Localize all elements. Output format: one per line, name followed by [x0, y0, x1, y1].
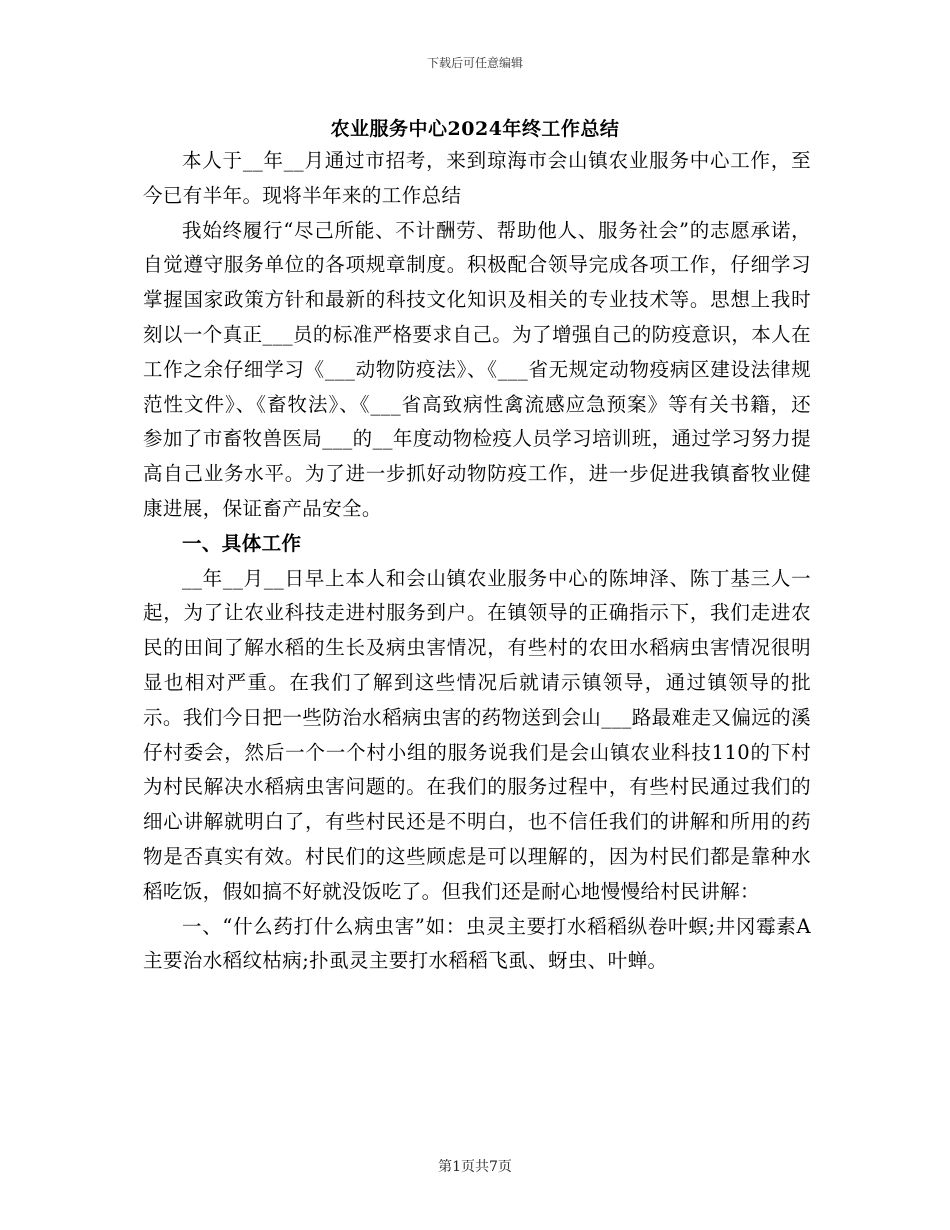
document-body	[143, 144, 811, 979]
intro-paragraph: 本人于__年__月通过市招考，来到琼海市会山镇农业服务中心工作，至今已有半年。现将半年来的工作总结	[143, 149, 811, 207]
work-paragraph: __年__月__日早上本人和会山镇农业服务中心的陈坤泽、陈丁基三人一起，为了让农业科技走进村服务到户。在镇领导的正确指示下，我们走进农民的田间了解水稻的生长及病虫害情况，有些村的农田水稻病虫害情况很明显也相对严重。在我们了解到这些情况后就请示镇领导，通过镇领导的批示。我们今日把一些防治水稻病虫害的药物送到会山___路最难走又偏远的溪仔村委会，然后一个一个村小组的服务说我们是会山镇农业科技110的下村为村民解决水稻病虫害问题的。在我们的服务过程中，有些村民通过我们的细心讲解就明白了，有些村民还是不明白，也不信任我们的讲解和所用的药物是否真实有效。村民们的这些顾虑是可以理解的，因为村民们都是靠种水稻吃饭，假如搞不好就没饭吃了。但我们还是耐心地慢慢给村民讲解：	[143, 566, 811, 903]
page-number-footer: 第1页共7页	[438, 1159, 512, 1175]
page-header-note: 下载后可任意编辑	[426, 56, 523, 70]
document-title: 农业服务中心2024年终工作总结	[330, 118, 620, 140]
section-heading: 一、具体工作	[182, 531, 302, 555]
commitment-paragraph: 我始终履行“尽己所能、不计酬劳、帮助他人、服务社会”的志愿承诺，自觉遵守服务单位的各项规章制度。积极配合领导完成各项工作，仔细学习掌握国家政策方针和最新的科技文化知识及相关的专业技术等。思想上我时刻以一个真正___员的标准严格要求自己。为了增强自己的防疫意识，本人在工作之余仔细学习《___动物防疫法》、《___省无规定动物疫病区建设法律规范性文件》、《畜牧法》、《___省高致病性禽流感应急预案》等有关书籍，还参加了市畜牧兽医局___的__年度动物检疫人员学习培训班，通过学习努力提高自己业务水平。为了进一步抓好动物防疫工作，进一步促进我镇畜牧业健康进展，保证畜产品安全。	[143, 218, 811, 520]
pesticide-paragraph: 一、“什么药打什么病虫害”如：虫灵主要打水稻稻纵卷叶螟;井冈霉素A主要治水稻纹枯病;扑虱灵主要打水稻稻飞虱、蚜虫、叶蝉。	[143, 914, 811, 973]
